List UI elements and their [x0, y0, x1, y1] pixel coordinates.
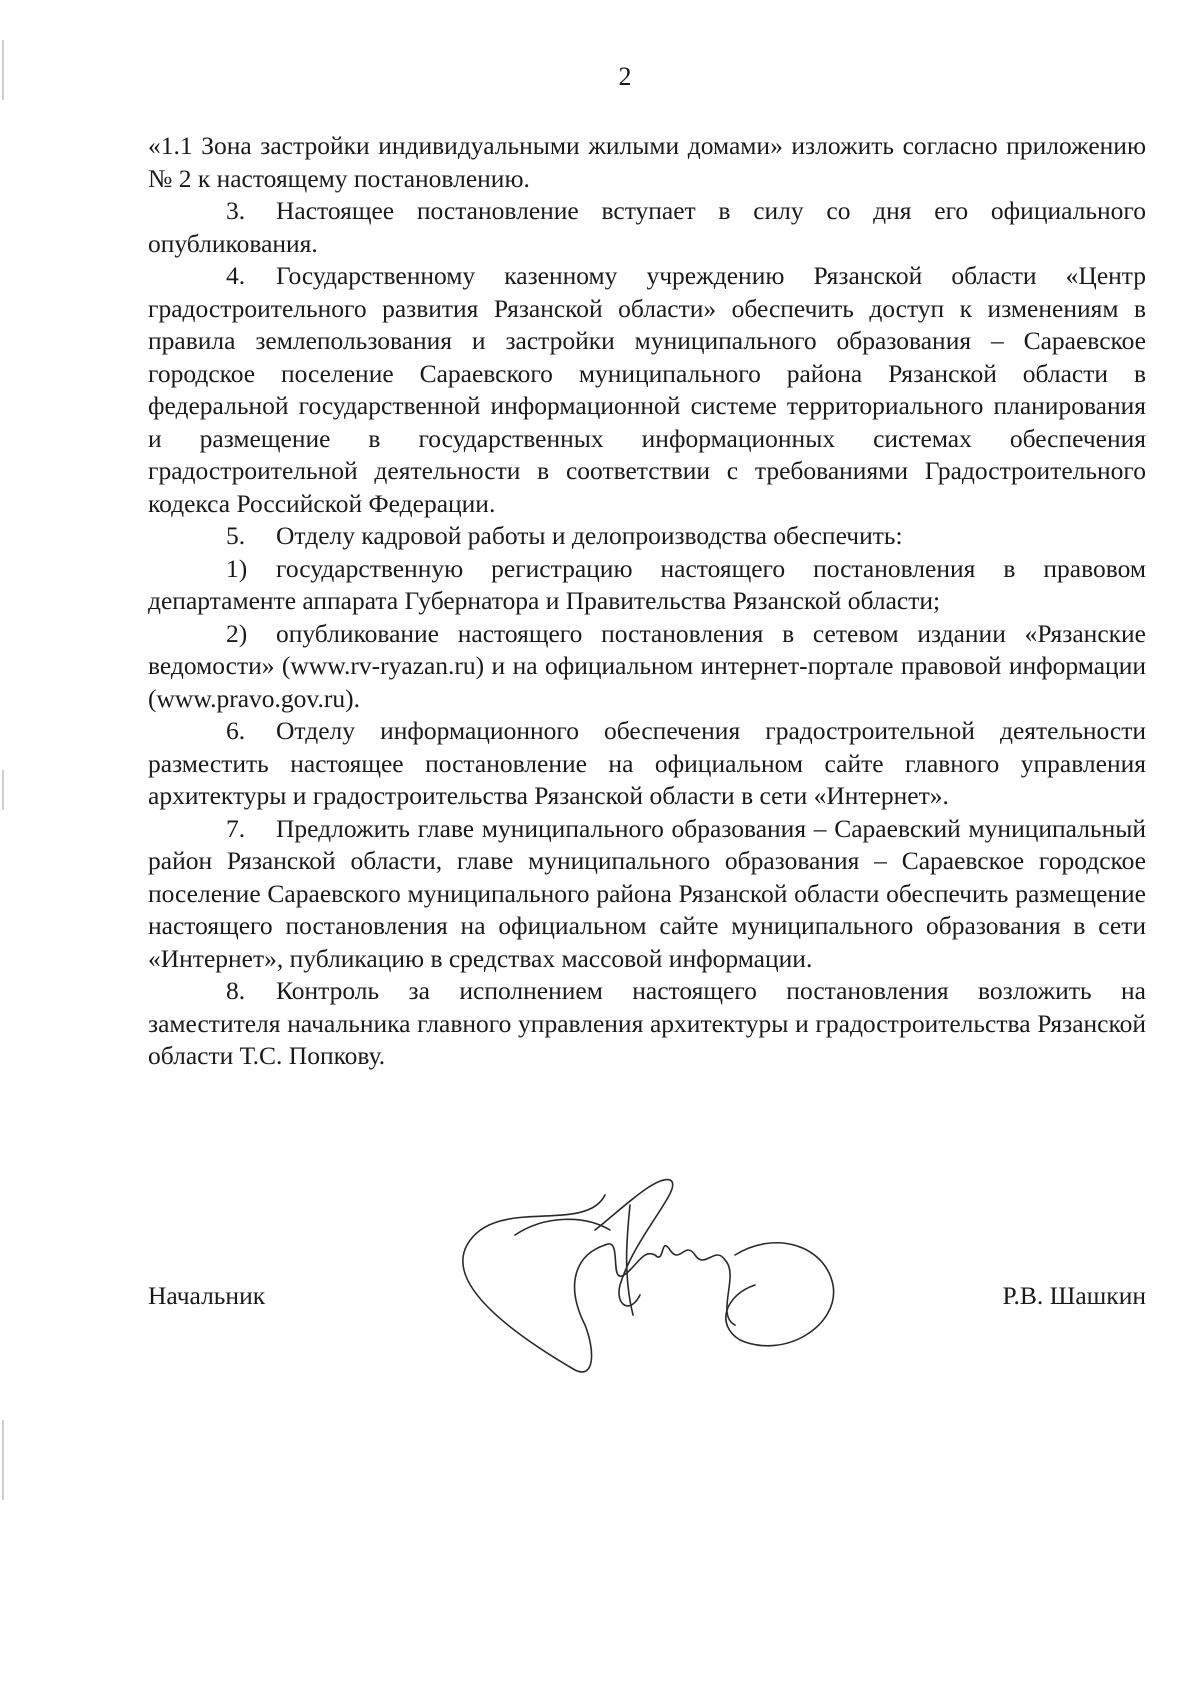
- paragraph: [148, 813, 1146, 976]
- item-number: 4.: [226, 261, 246, 290]
- item-number: 7.: [226, 813, 246, 843]
- item-number: 1): [226, 553, 248, 583]
- paragraph: [148, 715, 1146, 813]
- paragraph: [148, 260, 1146, 520]
- document-body: [148, 130, 1146, 1073]
- paragraph-text: Контроль за исполнением настоящего постановления возложить на заместителя начальника главного управления архитектуры и градостроительства Рязанской области Т.С. Попкову.: [148, 976, 1146, 1070]
- paragraph: [148, 520, 1146, 553]
- scan-edge-mark: [2, 770, 4, 810]
- paragraph: [148, 195, 1146, 260]
- paragraph-text: Предложить главе муниципального образования – Сараевский муниципальный район Рязанской области, главе муниципального образования – Сараевское городское поселение Сараевского муниципального района Рязанской области обеспечить размещение настоящего постановления на официальном сайте муниципального образования в сети «Интернет», публикацию в средствах массовой информации.: [148, 813, 1146, 973]
- paragraph-text: Отделу кадровой работы и делопроизводства обеспечить:: [276, 521, 903, 550]
- handwritten-signature: [455, 1175, 845, 1385]
- paragraph: [148, 130, 1146, 195]
- item-number: 3.: [226, 196, 246, 225]
- scan-edge-mark: [2, 1420, 4, 1500]
- paragraph-text: Настоящее постановление вступает в силу со дня его официального опубликования.: [148, 196, 1146, 258]
- paragraph-text: Отделу информационного обеспечения градостроительной деятельности разместить настоящее постановление на официальном сайте главного управления архитектуры и градостроительства Рязанской области в сети «Интернет».: [148, 716, 1146, 810]
- page-number: 2: [618, 62, 632, 91]
- paragraph: [148, 975, 1146, 1073]
- paragraph-text: Государственному казенному учреждению Рязанской области «Центр градостроительного развития Рязанской области» обеспечить доступ к изменениям в правила землепользования и застройки муниципального образования – Сараевское городское поселение Сараевского муниципального района Рязанской области в федеральной государственной информационной системе территориального планирования и размещение в государственных информационных системах обеспечения градостроительной деятельности в соответствии с требованиями Градостроительного кодекса Российской Федерации.: [148, 261, 1146, 518]
- paragraph: [148, 553, 1146, 618]
- signatory-name: Р.В. Шашкин: [1002, 1281, 1146, 1310]
- paragraph: [148, 618, 1146, 716]
- item-number: 6.: [226, 716, 246, 745]
- signatory-position: Начальник: [148, 1281, 266, 1310]
- paragraph-text: опубликование настоящего постановления в сетевом издании «Рязанские ведомости» (www.rv-ryazan.ru) и на официальном интернет-портале правовой информации (www.pravo.gov.ru).: [148, 618, 1146, 713]
- paragraph-text: государственную регистрацию настоящего постановления в правовом департаменте аппарата Губернатора и Правительства Рязанской области;: [148, 553, 1146, 615]
- item-number: 2): [226, 618, 248, 648]
- item-number: 5.: [226, 521, 246, 550]
- paragraph-text: «1.1 Зона застройки индивидуальными жилыми домами» изложить согласно приложению № 2 к настоящему постановлению.: [148, 131, 1146, 193]
- item-number: 8.: [226, 976, 246, 1005]
